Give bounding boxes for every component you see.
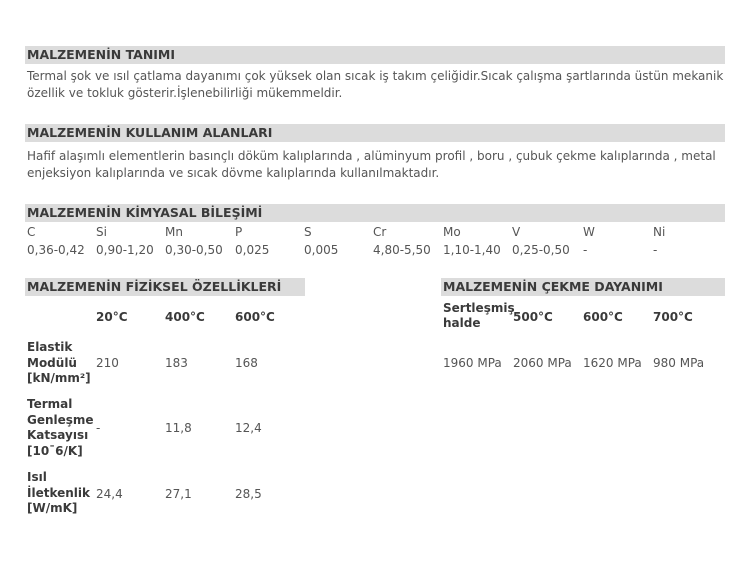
value-v: 0,25-0,50 [512,243,570,257]
tensile-value-500c: 2060 MPa [513,356,572,370]
tensile-value-700c: 980 MPa [653,356,705,370]
element-cr: Cr [373,225,387,239]
elastic-modulus-600c: 168 [235,356,258,370]
section-title-usage: MALZEMENİN KULLANIM ALANLARI [25,124,725,142]
value-cr: 4,80-5,50 [373,243,431,257]
section-title-tensile: MALZEMENİN ÇEKME DAYANIMI [441,278,725,296]
thermal-conductivity-20c: 24,4 [96,487,123,501]
elastic-modulus-20c: 210 [96,356,119,370]
physical-header-600c: 600°C [235,310,275,324]
element-mo: Mo [443,225,461,239]
element-c: C [27,225,36,239]
tensile-header-500c: 500°C [513,310,553,324]
element-s: S [304,225,312,239]
value-mn: 0,30-0,50 [165,243,223,257]
tensile-header-hardened: Sertleşmiş halde [443,301,515,330]
value-mo: 1,10-1,40 [443,243,501,257]
element-v: V [512,225,521,239]
tensile-value-600c: 1620 MPa [583,356,642,370]
tensile-header-600c: 600°C [583,310,623,324]
row-label-thermal-conductivity: Isıl İletkenlik [W/mK] [27,470,90,515]
thermal-conductivity-400c: 27,1 [165,487,192,501]
element-ni: Ni [653,225,666,239]
value-c: 0,36-0,42 [27,243,85,257]
chemical-table [27,224,727,260]
element-mn: Mn [165,225,183,239]
value-si: 0,90-1,20 [96,243,154,257]
thermal-expansion-20c: - [96,421,101,435]
section-title-physical: MALZEMENİN FİZİKSEL ÖZELLİKLERİ [25,278,305,296]
row-label-thermal-expansion: Termal Genleşme Katsayısı [10ˉ6/K] [27,397,94,458]
value-p: 0,025 [235,243,270,257]
value-s: 0,005 [304,243,339,257]
section-title-definition: MALZEMENİN TANIMI [25,46,725,64]
physical-header-400c: 400°C [165,310,205,324]
thermal-expansion-600c: 12,4 [235,421,262,435]
definition-text: Termal şok ve ısıl çatlama dayanımı çok yüksek olan sıcak iş takım çeliğidir.Sıcak çalışma şartlarında üstün mekanik özellik ve tokluk gösterir.İşlenebilirliği mükemmeldir. [27,69,724,100]
element-w: W [583,225,595,239]
thermal-conductivity-600c: 28,5 [235,487,262,501]
physical-header-20c: 20°C [96,310,128,324]
elastic-modulus-400c: 183 [165,356,188,370]
thermal-expansion-400c: 11,8 [165,421,192,435]
value-ni: - [653,243,658,257]
element-p: P [235,225,243,239]
element-si: Si [96,225,107,239]
section-title-chemical: MALZEMENİN KİMYASAL BİLEŞİMİ [25,204,725,222]
physical-table [27,300,307,530]
value-w: - [583,243,588,257]
tensile-value-hardened: 1960 MPa [443,356,502,370]
tensile-header-700c: 700°C [653,310,693,324]
row-label-elastic-modulus: Elastik Modülü [kN/mm²] [27,340,91,385]
tensile-table [443,300,727,380]
usage-text: Hafif alaşımlı elementlerin basınçlı döküm kalıplarında , alüminyum profil , boru , çubuk çekme kalıplarında , metal enjeksiyon kalıplarında ve sıcak dövme kalıplarında kullanılmaktadır. [27,149,716,180]
